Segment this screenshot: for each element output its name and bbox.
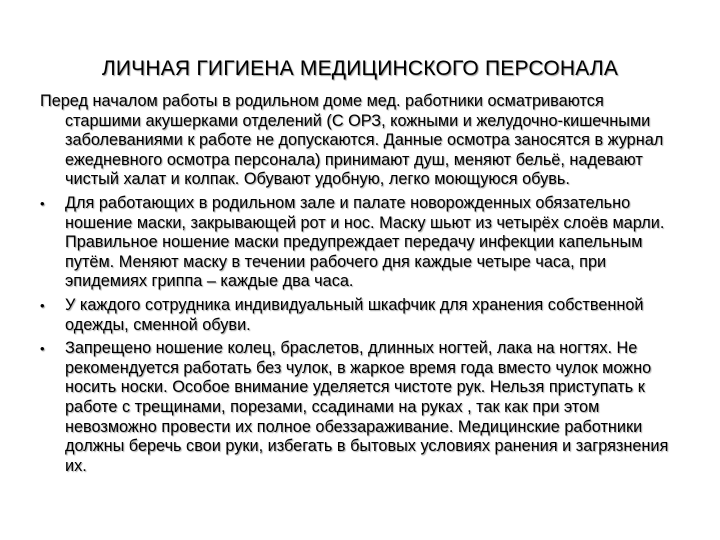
- bullet-item-locker: [40, 296, 680, 335]
- bullet-dot-icon: •: [40, 341, 45, 357]
- bullet-text: Запрещено ношение колец, браслетов, длинных ногтей, лака на ногтях. Не рекомендуется работать без чулок, в жаркое время года вместо чулок можно носить носки. Особое внимание уделяется чистоте рук. Нельзя приступать к работе с трещинами, порезами, ссадинами на руках , так как при этом невозможно провести их полное обеззараживание. Медицинские работники должны беречь свои руки, избегать в бытовых условиях ранения и загрязнения их.: [65, 339, 669, 475]
- bullet-list: [40, 194, 680, 476]
- slide-content: [40, 92, 680, 480]
- bullet-dot-icon: •: [40, 297, 45, 313]
- bullet-dot-icon: •: [40, 195, 45, 211]
- bullet-item-hands: [40, 339, 680, 476]
- bullet-item-mask: [40, 194, 680, 292]
- slide-title: ЛИЧНАЯ ГИГИЕНА МЕДИЦИНСКОГО ПЕРСОНАЛА: [101, 57, 619, 80]
- intro-paragraph: Перед началом работы в родильном доме мед. работники осматриваются старшими акушерками отделений (С ОРЗ, кожными и желудочно-кишечными заболеваниями к работе не допускаются. Данные осмотра заносятся в журнал ежедневного осмотра персонала) принимают душ, меняют бельё, надевают чистый халат и колпак. Обувают удобную, легко моющуюся обувь.: [40, 92, 664, 189]
- bullet-text: У каждого сотрудника индивидуальный шкафчик для хранения собственной одежды, сменной обуви.: [65, 295, 644, 334]
- bullet-text: Для работающих в родильном зале и палате новорожденных обязательно ношение маски, закрывающей рот и нос. Маску шьют из четырёх слоёв марли. Правильное ношение маски предупреждает передачу инфекции капельным путём. Меняют маску в течении рабочего дня каждые четыре часа, при эпидемиях гриппа – каждые два часа.: [65, 193, 665, 291]
